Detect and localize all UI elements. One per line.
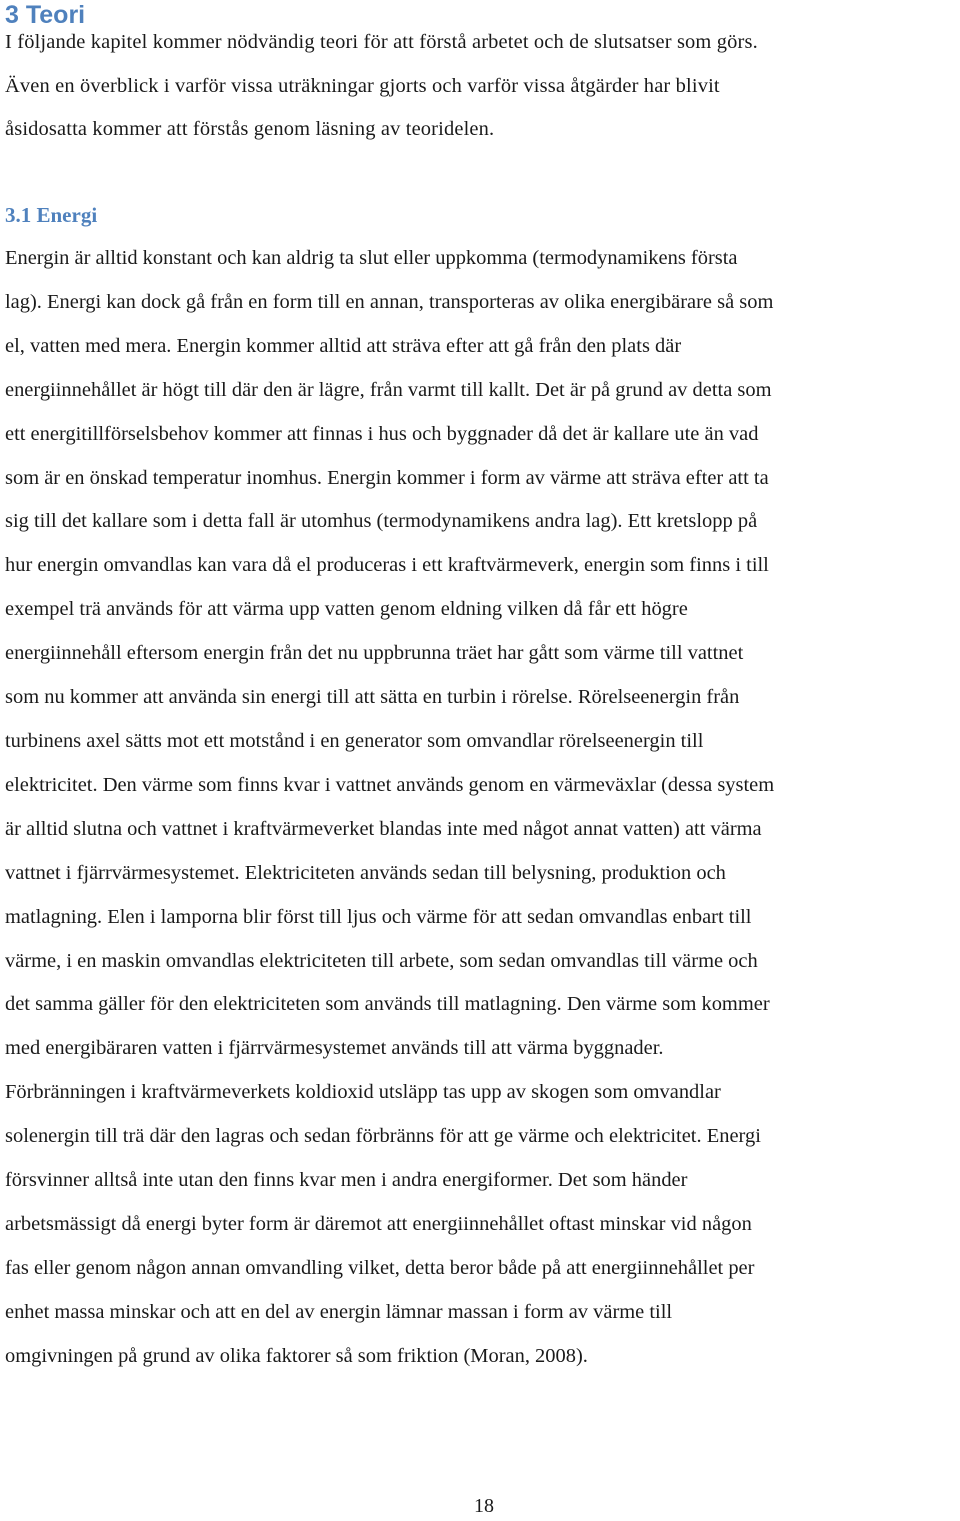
body-line: elektricitet. Den värme som finns kvar i vattnet används genom en värmeväxlar (dessa system [5,773,775,796]
body-line: Förbränningen i kraftvärmeverkets koldioxid utsläpp tas upp av skogen som omvandlar [5,1081,721,1104]
intro-paragraph [5,21,960,152]
body-line: som nu kommer att använda sin energi till att sätta en turbin i rörelse. Rörelseenergin från [5,686,740,709]
section-heading: 3.1 Energi [5,203,98,227]
body-line: matlagning. Elen i lamporna blir först till ljus och värme för att sedan omvandlas enbart till [5,905,752,928]
body-line: ett energitillförselsbehov kommer att finnas i hus och byggnader då det är kallare ute än vad [5,422,759,445]
body-line: som är en önskad temperatur inomhus. Energin kommer i form av värme att sträva efter att ta [5,466,769,489]
body-line: energiinnehåll eftersom energin från det nu uppbrunna träet har gått som värme till vattnet [5,642,744,665]
body-line: hur energin omvandlas kan vara då el produceras i ett kraftvärmeverk, energin som finns i till [5,554,769,577]
body-line: exempel trä används för att värma upp vatten genom eldning vilken då får ett högre [5,598,688,621]
intro-line: I följande kapitel kommer nödvändig teori för att förstå arbetet och de slutsatser som görs. [5,31,758,53]
body-line: försvinner alltså inte utan den finns kvar men i andra energiformer. Det som händer [5,1169,688,1192]
body-line: arbetsmässigt då energi byter form är däremot att energiinnehållet oftast minskar vid någon [5,1212,752,1235]
intro-line: Även en överblick i varför vissa uträkningar gjorts och varför vissa åtgärder har blivit [5,74,720,97]
page-number: 18 [474,1495,494,1517]
body-line: enhet massa minskar och att en del av energin lämnar massan i form av värme till [5,1300,673,1323]
body-line: med energibäraren vatten i fjärrvärmesystemet används till att värma byggnader. [5,1037,664,1060]
section-body-paragraph [5,237,960,1379]
body-line: el, vatten med mera. Energin kommer alltid att sträva efter att gå från den plats där [5,334,682,357]
body-line: sig till det kallare som i detta fall är utomhus (termodynamikens andra lag). Ett kretslopp på [5,510,758,533]
body-line: värme, i en maskin omvandlas elektriciteten till arbete, som sedan omvandlas till värme och [5,949,758,972]
body-line: energiinnehållet är högt till där den är lägre, från varmt till kallt. Det är på grund av detta som [5,378,772,401]
body-line: vattnet i fjärrvärmesystemet. Elektriciteten används sedan till belysning, produktion och [5,861,726,884]
body-line: lag). Energi kan dock gå från en form till en annan, transporteras av olika energibärare så som [5,290,774,313]
body-line: är alltid slutna och vattnet i kraftvärmeverket blandas inte med något annat vatten) att värma [5,817,762,840]
body-line: turbinens axel sätts mot ett motstånd i en generator som omvandlar rörelseenergin till [5,729,704,752]
body-line: det samma gäller för den elektriciteten som används till matlagning. Den värme som kommer [5,993,770,1016]
body-line: fas eller genom någon annan omvandling vilket, detta beror både på att energiinnehållet per [5,1256,755,1279]
intro-line: åsidosatta kommer att förstås genom läsning av teoridelen. [5,118,495,140]
body-line: omgivningen på grund av olika faktorer så som friktion (Moran, 2008). [5,1344,588,1367]
chapter-heading: 3 Teori [5,1,86,29]
body-line: Energin är alltid konstant och kan aldrig ta slut eller uppkomma (termodynamikens första [5,247,738,269]
body-line: solenergin till trä där den lagras och sedan förbränns för att ge värme och elektricitet. Energi [5,1125,761,1148]
